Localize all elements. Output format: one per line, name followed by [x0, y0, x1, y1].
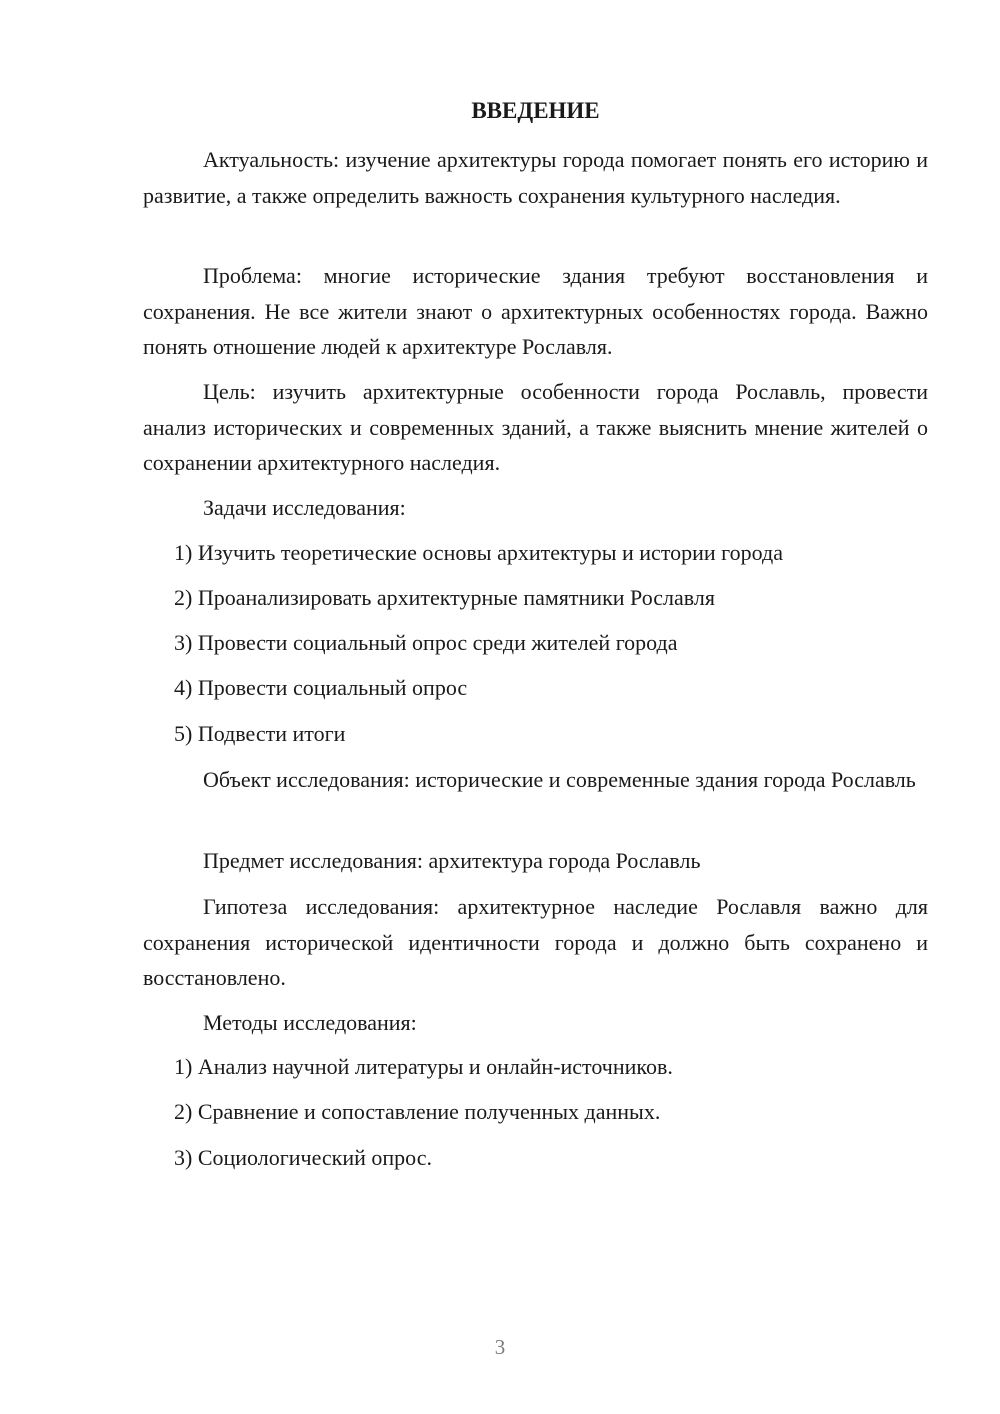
object-paragraph: Объект исследования: исторические и современные здания города Рославль: [203, 767, 916, 792]
relevance-paragraph: Актуальность: изучение архитектуры города помогает понять его историю и развитие, а также определить важность сохранения культурного наследия.: [143, 147, 928, 208]
list-item: 1) Анализ научной литературы и онлайн-источников.: [174, 1054, 673, 1079]
list-item: 4) Провести социальный опрос: [174, 675, 468, 700]
list-item: 3) Провести социальный опрос среди жителей города: [174, 630, 678, 655]
list-item: 3) Социологический опрос.: [174, 1145, 432, 1170]
subject-paragraph: Предмет исследования: архитектура города Рославль: [203, 848, 701, 873]
list-item: 5) Подвести итоги: [174, 721, 346, 746]
tasks-heading: Задачи исследования:: [203, 495, 406, 520]
list-item: 2) Проанализировать архитектурные памятники Рославля: [174, 585, 715, 610]
list-item: 1) Изучить теоретические основы архитектуры и истории города: [174, 540, 783, 565]
page-title: ВВЕДЕНИЕ: [471, 98, 600, 123]
methods-heading: Методы исследования:: [203, 1010, 417, 1035]
goal-paragraph: Цель: изучить архитектурные особенности города Рославль, провести анализ исторических и современных зданий, а также выяснить мнение жителей о сохранении архитектурного наследия.: [143, 379, 928, 475]
problem-paragraph: Проблема: многие исторические здания требуют восстановления и сохранения. Не все жители знают о архитектурных особенностях города. Важно понять отношение людей к архитектуре Рославля.: [143, 263, 928, 359]
list-item: 2) Сравнение и сопоставление полученных данных.: [174, 1099, 661, 1124]
page-number: 3: [494, 1335, 506, 1359]
hypothesis-paragraph: Гипотеза исследования: архитектурное наследие Рославля важно для сохранения исторической идентичности города и должно быть сохранено и восстановлено.: [143, 894, 928, 990]
